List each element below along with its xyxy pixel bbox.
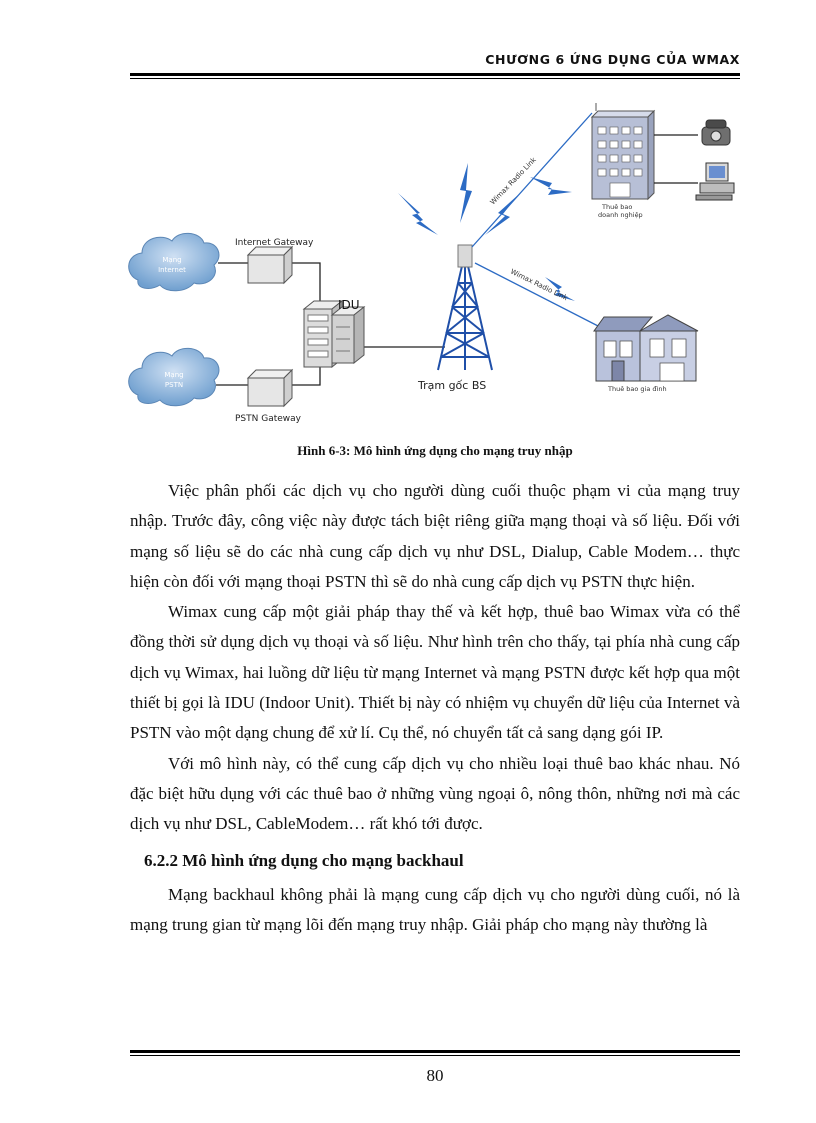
body-text (130, 476, 740, 940)
internet-gateway-icon (248, 247, 292, 283)
page-header (130, 0, 740, 80)
enterprise-wiring (654, 135, 698, 183)
enterprise-label-1: Thuê bao (602, 203, 633, 211)
footer-rule-thin (130, 1055, 740, 1056)
chapter-title: CHƯƠNG 6 ỨNG DỤNG CỦA WMAX (485, 52, 740, 67)
paragraph-2: Wimax cung cấp một giải pháp thay thế và kết hợp, thuê bao Wimax vừa có thể đồng thời sử dụng dịch vụ thoại và số liệu. Như hình trên cho thấy, tại phía nhà cung cấp dịch vụ Wimax, hai luồng dữ liệu từ mạng Internet và mạng PSTN được kết hợp qua một thiết bị gọi là IDU (Indoor Unit). Thiết bị này có nhiệm vụ chuyển dữ liệu của Internet và PSTN vào một dạng chung để xử lí. Cụ thể, nó chuyển tất cả sang dạng gói IP. (130, 602, 740, 743)
telephone-icon (702, 120, 730, 145)
network-diagram (120, 95, 740, 435)
enterprise-building-icon (592, 103, 654, 199)
pstn-cloud-label-1: Mạng (164, 371, 184, 379)
radio-link-lines (472, 113, 600, 327)
header-rule-thin (130, 78, 740, 79)
base-station-label: Trạm gốc BS (418, 379, 487, 392)
internet-cloud-label-1: Mạng (162, 256, 182, 264)
internet-cloud-icon (129, 233, 219, 290)
computer-icon (696, 163, 734, 200)
internet-gateway-label: Internet Gateway (235, 238, 314, 248)
idu-label: IDU (338, 298, 360, 312)
pstn-gateway-label: PSTN Gateway (235, 414, 301, 424)
home-house-icon (594, 315, 698, 381)
pstn-gateway-icon (248, 370, 292, 406)
radio-wave-icons (398, 163, 575, 301)
figure-caption: Hình 6-3: Mô hình ứng dụng cho mạng truy nhập (297, 443, 573, 458)
pstn-cloud-label-2: PSTN (164, 381, 184, 389)
home-label: Thuê bao gia đình (608, 385, 667, 393)
header-rule (130, 73, 740, 76)
radio-link-label-1: Wimax Radio Link (488, 155, 538, 207)
base-station-tower-icon (438, 245, 492, 370)
paragraph-3: Với mô hình này, có thể cung cấp dịch vụ cho nhiều loại thuê bao khác nhau. Nó đặc biệt hữu dụng với các thuê bao ở những vùng ngoại ô, nông thôn, những nơi mà các dịch vụ như DSL, CableModem… rất khó tới được. (130, 753, 740, 834)
paragraph-4: Mạng backhaul không phải là mạng cung cấp dịch vụ cho người dùng cuối, nó là mạng trung gian từ mạng lõi đến mạng truy nhập. Giải pháp cho mạng này thường là (130, 884, 740, 934)
paragraph-1: Việc phân phối các dịch vụ cho người dùng cuối thuộc phạm vi của mạng truy nhập. Trước đây, công việc này được tách biệt riêng giữa mạng thoại và số liệu. Đối với mạng số liệu sẽ do các nhà cung cấp dịch vụ như DSL, Dialup, Cable Modem… thực hiện còn đối với mạng thoại PSTN thì sẽ do nhà cung cấp dịch vụ PSTN thực hiện. (130, 481, 740, 591)
internet-cloud-label-2: Internet (158, 266, 186, 274)
radio-link-label-2: Wimax Radio Link (509, 267, 569, 303)
page-number: 80 (426, 1066, 444, 1085)
enterprise-label-2: doanh nghiệp (598, 211, 643, 219)
section-heading: 6.2.2 Mô hình ứng dụng cho mạng backhaul (144, 850, 464, 870)
footer-rule (130, 1050, 740, 1053)
pstn-cloud-icon (129, 348, 219, 405)
